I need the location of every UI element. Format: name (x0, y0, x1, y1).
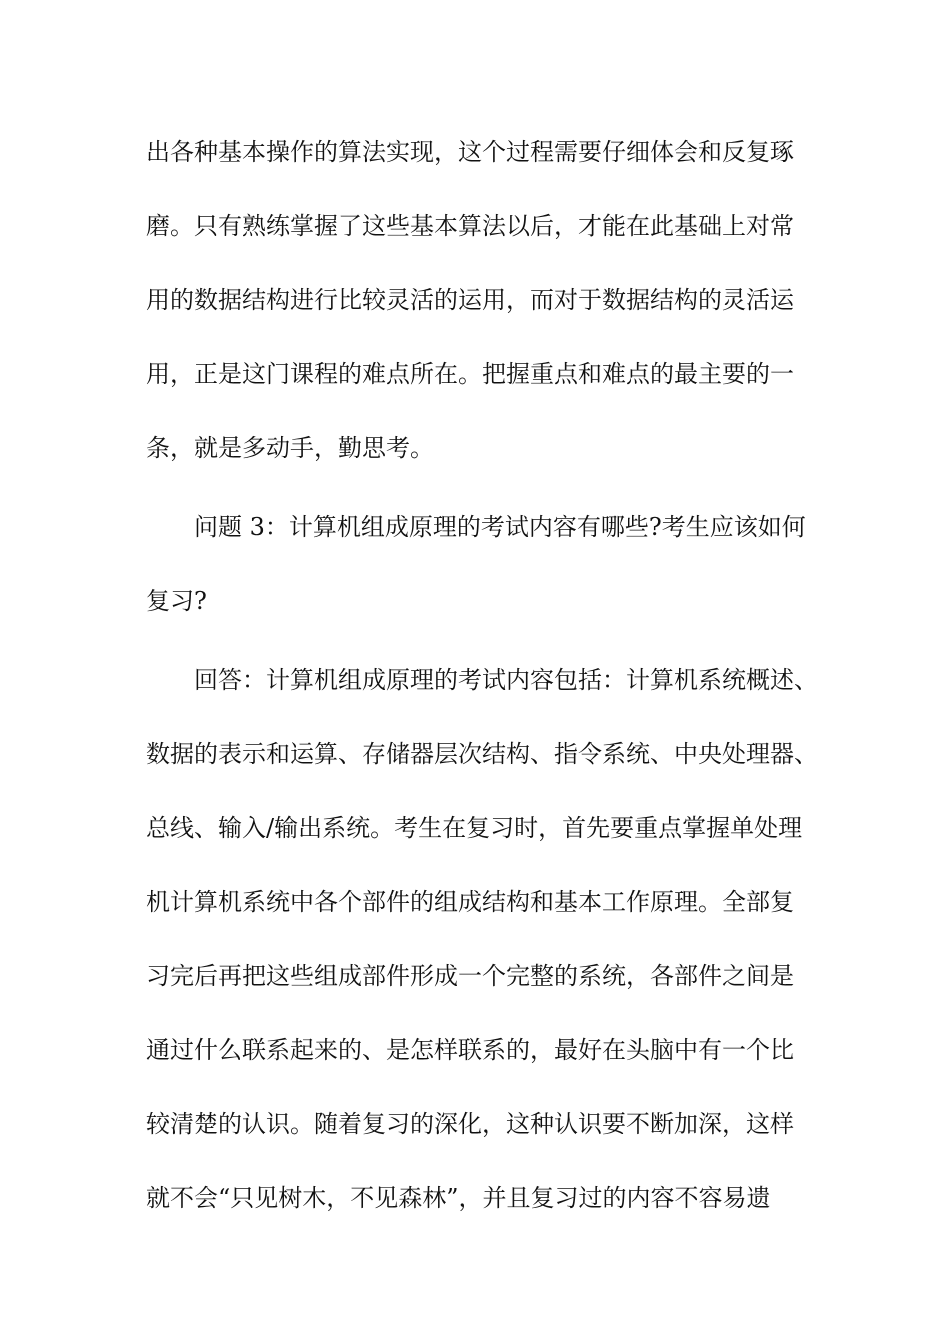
answer-line: 总线、输入/输出系统。考生在复习时，首先要重点掌握单处理 (146, 814, 803, 842)
paragraph-line: 用，正是这门课程的难点所在。把握重点和难点的最主要的一 (146, 360, 794, 388)
question-line: 问题 3：计算机组成原理的考试内容有哪些?考生应该如何 (194, 513, 806, 541)
answer-line: 较清楚的认识。随着复习的深化，这种认识要不断加深，这样 (146, 1110, 794, 1138)
answer-line: 数据的表示和运算、存储器层次结构、指令系统、中央处理器、 (146, 740, 818, 768)
answer-line: 通过什么联系起来的、是怎样联系的，最好在头脑中有一个比 (146, 1036, 794, 1064)
answer-line: 习完后再把这些组成部件形成一个完整的系统，各部件之间是 (146, 962, 794, 990)
question-line: 复习? (146, 587, 207, 615)
paragraph-line: 磨。只有熟练掌握了这些基本算法以后，才能在此基础上对常 (146, 212, 794, 240)
answer-line: 回答：计算机组成原理的考试内容包括：计算机系统概述、 (194, 666, 818, 694)
paragraph-line: 出各种基本操作的算法实现，这个过程需要仔细体会和反复琢 (146, 138, 794, 166)
answer-line: 机计算机系统中各个部件的组成结构和基本工作原理。全部复 (146, 888, 794, 916)
answer-line: 就不会“只见树木，不见森林”，并且复习过的内容不容易遗 (146, 1184, 771, 1212)
paragraph-line: 用的数据结构进行比较灵活的运用，而对于数据结构的灵活运 (146, 286, 794, 314)
paragraph-line: 条，就是多动手，勤思考。 (146, 434, 434, 462)
